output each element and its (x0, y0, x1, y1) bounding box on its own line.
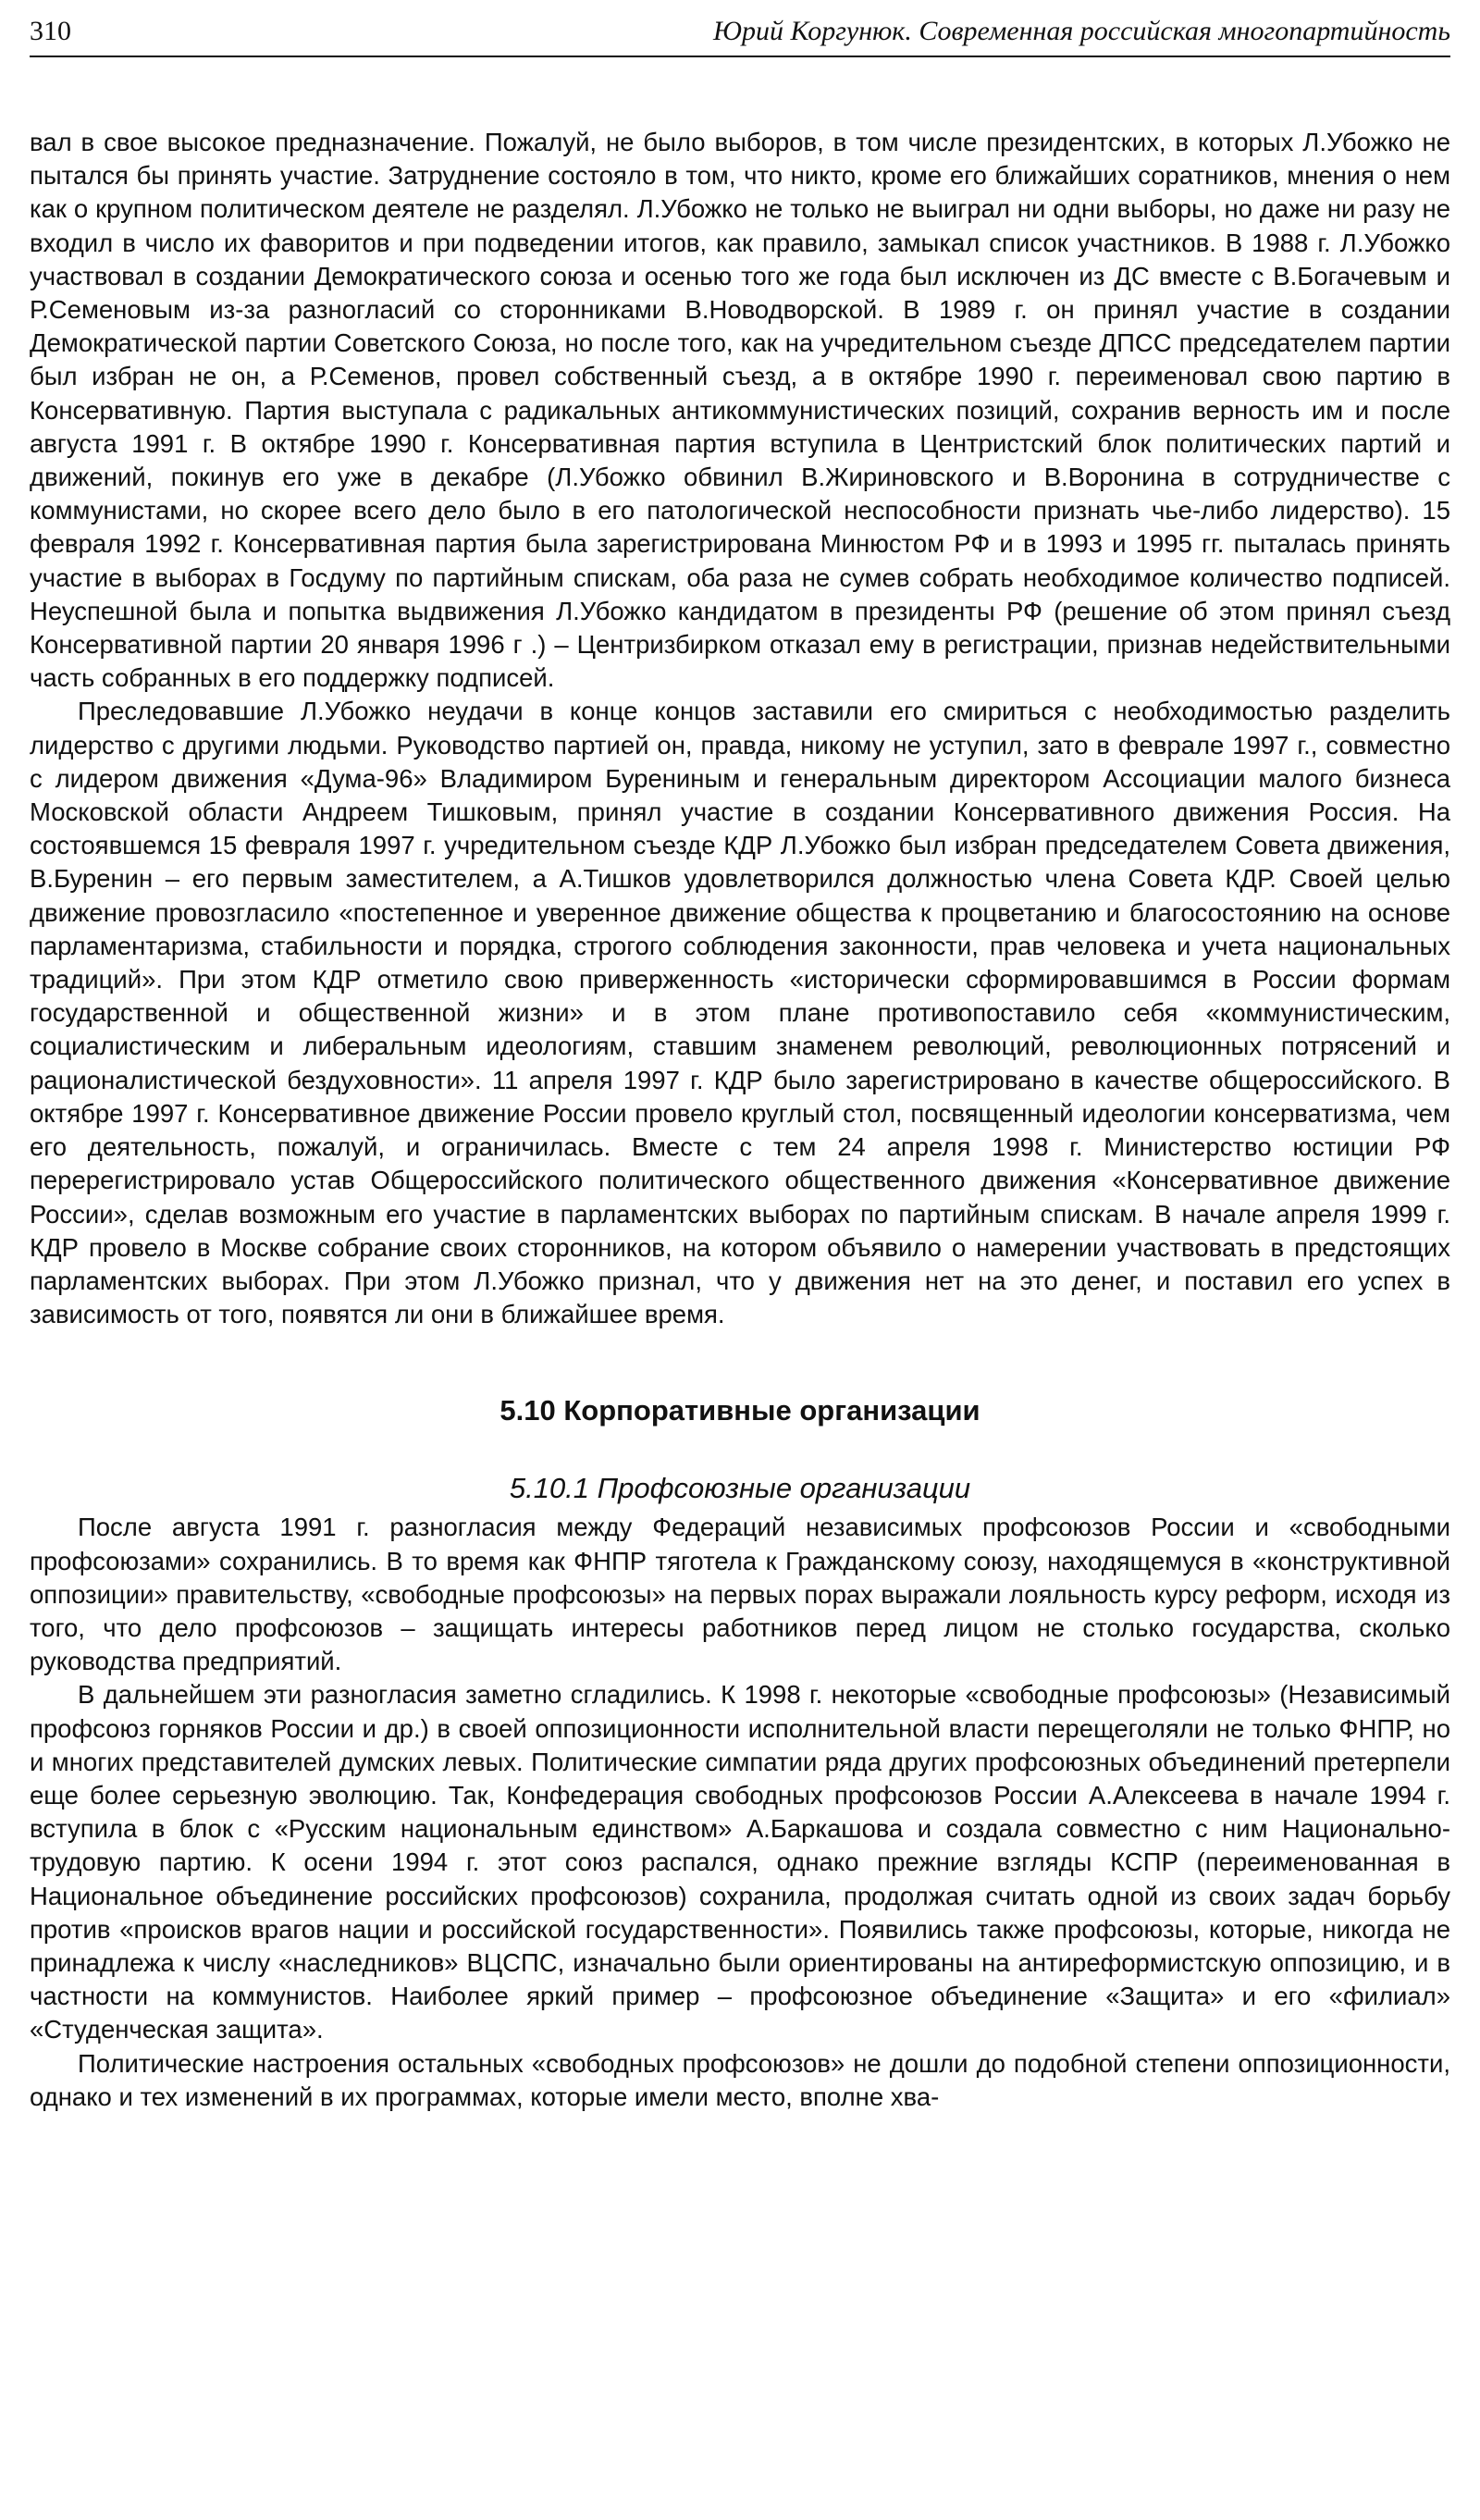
book-page (30, 0, 1450, 2520)
main-text (30, 126, 1450, 2114)
subsection-heading: 5.10.1 Профсоюзные организации (509, 1472, 971, 1505)
section-heading: 5.10 Корпоративные организации (500, 1394, 980, 1427)
paragraph: Политические настроения остальных «свободных профсоюзов» не дошли до подобной степени оппозиционности, однако и тех изменений в их программах, которые имели место, вполне хва- (30, 2048, 1450, 2111)
running-header (30, 9, 1450, 57)
paragraph-continued: вал в свое высокое предназначение. Пожалуй, не было выборов, в том числе президентских, в которых Л.Убожко не пытался бы принять участие. Затруднение состояло в том, что никто, кроме его ближайших соратников, мнения о нем как о крупном политическом деятеле не разделял. Л.Убожко не только не выиграл ни одни выборы, но даже ни разу не входил в число их фаворитов и при подведении итогов, как правило, замыкал список участников. В 1988 г. Л.Убожко участвовал в создании Демократического союза и осенью того же года был исключен из ДС вместе с В.Богачевым и Р.Семеновым из-за разногласий со сторонниками В.Новодворской. В 1989 г. он принял участие в создании Демократической партии Советского Союза, но после того, как на учредительном съезде ДПСС председателем партии был избран не он, а Р.Семенов, провел собственный съезд, а в октябре 1990 г. переименовал свою партию в Консервативную. Партия выступала с радикальных антикоммунистических позиций, сохранив верность им и после августа 1991 г. В октябре 1990 г. Консервативная партия вступила в Центристский блок политических партий и движений, покинув его уже в декабре (Л.Убожко обвинил В.Жириновского и В.Воронина в сотрудничестве с коммунистами, но скорее всего дело было в его патологической неспособности признать чье-либо лидерство). 15 февраля 1992 г. Консервативная партия была зарегистрирована Минюстом РФ и в 1993 и 1995 гг. пыталась принять участие в выборах в Госдуму по партийным спискам, оба раза не сумев собрать необходимое количество подписей. Неуспешной была и попытка выдвижения Л.Убожко кандидатом в президенты РФ (решение об этом принял съезд Консервативной партии 20 января 1996 г .) – Центризбирком отказал ему в регистрации, признав недействительными часть собранных в его поддержку подписей. (30, 128, 1450, 693)
paragraph: В дальнейшем эти разногласия заметно сгладились. К 1998 г. некоторые «свободные профсоюзы» (Независимый профсоюз горняков России и др.) в своей оппозиционности исполнительной власти перещеголяли не только ФНПР, но и многих представителей думских левых. Политические симпатии ряда других профсоюзных объединений претерпели еще более серьезную эволюцию. Так, Конфедерация свободных профсоюзов России А.Алексеева в начале 1994 г. вступила в блок с «Русским национальным единством» А.Баркашова и создала совместно с ним Национально-трудовую партию. К осени 1994 г. этот союз распался, однако прежние взгляды КСПР (переименованная в Национальное объединение российских профсоюзов) сохранила, продолжая считать одной из своих задач борьбу против «происков врагов нации и российской государственности». Появились также профсоюзы, которые, никогда не принадлежа к числу «наследников» ВЦСПС, изначально были ориентированы на антиреформистскую оппозицию, и в частности на коммунистов. Наиболее яркий пример – профсоюзное объединение «Защита» и его «филиал» «Студенческая защита». (30, 1680, 1450, 2044)
page-number: 310 (30, 16, 71, 46)
paragraph: После августа 1991 г. разногласия между Федераций независимых профсоюзов России и «свободными профсоюзами» сохранились. В то время как ФНПР тяготела к Гражданскому союзу, находящемуся в «конструктивной оппозиции» правительству, «свободные профсоюзы» на первых порах выражали лояльность курсу реформ, исходя из того, что дело профсоюзов – защищать интересы работников перед лицом не столько государства, сколько руководства предприятий. (30, 1513, 1450, 1676)
paragraph: Преследовавшие Л.Убожко неудачи в конце концов заставили его смириться с необходимостью разделить лидерство с другими людьми. Руководство партией он, правда, никому не уступил, зато в феврале 1997 г., совместно с лидером движения «Дума-96» Владимиром Бурениным и генеральным директором Ассоциации малого бизнеса Московской области Андреем Тишковым, принял участие в создании Консервативного движения Россия. На состоявшемся 15 февраля 1997 г. учредительном съезде КДР Л.Убожко был избран председателем Совета движения, В.Буренин – его первым заместителем, а А.Тишков удовлетворился должностью члена Совета КДР. Своей целью движение провозгласило «постепенное и уверенное движение общества к процветанию и благосостоянию на основе парламентаризма, стабильности и порядка, строгого соблюдения законности, прав человека и учета национальных традиций». При этом КДР отметило свою приверженность «исторически сформировавшимся в России формам государственной и общественной жизни» и в этом плане противопоставило себя «коммунистическим, социалистическим и либеральным идеологиям, ставшим знаменем революций, революционных потрясений и рационалистической бездуховности». 11 апреля 1997 г. КДР было зарегистрировано в качестве общероссийского. В октябре 1997 г. Консервативное движение России провело круглый стол, посвященный идеологии консерватизма, чем его деятельность, пожалуй, и ограничилась. Вместе с тем 24 апреля 1998 г. Министерство юстиции РФ перерегистрировало устав Общероссийского политического общественного движения «Консервативное движение России», сделав возможным его участие в парламентских выборах по партийным спискам. В начале апреля 1999 г. КДР провело в Москве собрание своих сторонников, на котором объявило о намерении участвовать в предстоящих парламентских выборах. При этом Л.Убожко признал, что у движения нет на это денег, и поставил его успех в зависимость от того, появятся ли они в ближайшее время. (30, 697, 1450, 1329)
running-header-title: Юрий Коргунюк. Современная российская многопартийность (712, 16, 1450, 46)
